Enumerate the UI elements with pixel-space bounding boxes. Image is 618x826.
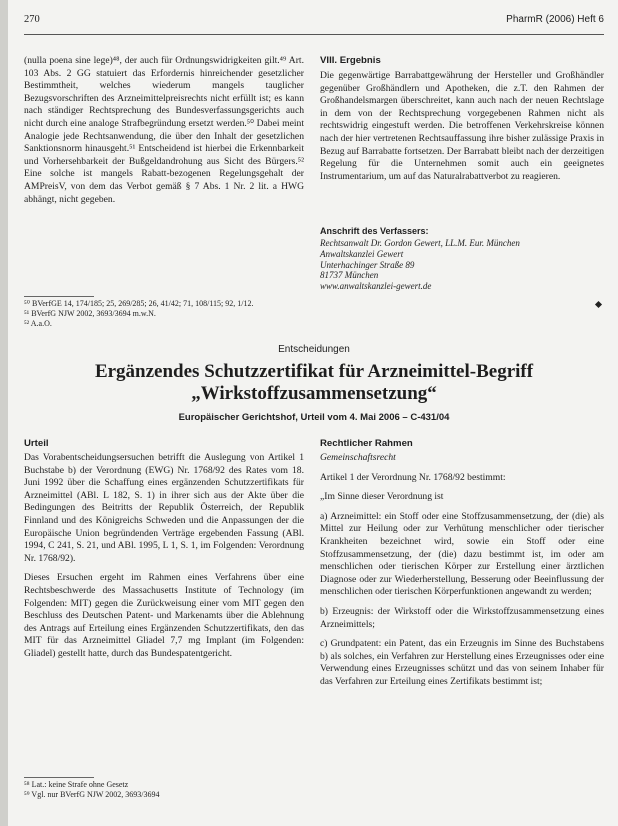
left-top-column xyxy=(24,55,304,213)
legal-paragraph-4: b) Erzeugnis: der Wirkstoff oder die Wirkstoffzusammensetzung eines Arzneimittels; xyxy=(320,605,604,630)
author-address-heading: Anschrift des Verfassers: xyxy=(320,226,429,236)
right-top-column xyxy=(320,70,604,190)
page-number: 270 xyxy=(24,14,40,25)
address-line: Anwaltskanzlei Gewert xyxy=(320,248,404,259)
legal-paragraph-5: c) Grundpatent: ein Patent, das ein Erzeugnis im Sinne des Buchstabens b) als solches, ein Verfahren zur Herstellung eines Erzeugnisses oder eine Verwendung eines Erzeugnisses schützt und das von seinem Inhaber für das Verfahren zur Erteilung eines Zertifikats bestimmt ist; xyxy=(320,638,604,687)
address-line: Unterhachinger Straße 89 xyxy=(320,259,415,270)
footnote-58: ⁵⁸ Lat.: keine Strafe ohne Gesetz xyxy=(24,780,129,789)
conclusion-heading: VIII. Ergebnis xyxy=(320,55,381,66)
page-header xyxy=(24,14,604,30)
judgment-paragraph-1: Das Vorabentscheidungsersuchen betrifft die Auslegung von Artikel 1 Buchstabe b) der Verordnung (EWG) Nr. 1768/92 des Rates vom 18. Juni 1992 über die Schaffung eines ergänzenden Schutzzertifikats für Arzneimittel (ABl. L 182, S. 1) in ihrer sich aus der Akte über die Bedingungen des Beitritts der Republik Österreich, der Republik Finnland und des Königreichs Schweden und die Anpassungen der die Europäische Union begründenden Verträge ergebenden Fassung (ABl. 1994, C 241, S. 21, und ABl. 1995, L 1, S. 1, im Folgenden: Verordnung Nr. 1768/92). xyxy=(24,452,304,564)
footnote-52: ⁵² A.a.O. xyxy=(24,319,52,328)
journal-issue: PharmR (2006) Heft 6 xyxy=(506,14,604,25)
footnote-59: ⁵⁹ Vgl. nur BVerfG NJW 2002, 3693/3694 xyxy=(24,790,160,799)
decision-title-line-1: Ergänzendes Schutzzertifikat für Arzneimittel-Begriff xyxy=(94,361,534,382)
footnote-rule xyxy=(24,296,94,297)
footnote-rule xyxy=(24,777,94,778)
legal-paragraph-3: a) Arzneimittel: ein Stoff oder eine Stoffzusammensetzung, der (die) als Mittel zur Heilung oder zur Verhütung menschlicher oder tierischer Krankheiten bezeichnet wird, sowie ein Stoff oder eine Stoffzusammensetzung, der (die) dazu bestimmt ist, im oder am menschlichen oder tierischen Körper zur Erstellung einer ärztlichen Diagnose oder zur Wiederherstellung, Besserung oder Beeinflussung der menschlichen oder tierischen Körperfunktionen angewandt zu werden; xyxy=(320,510,604,598)
scan-edge xyxy=(0,0,8,826)
conclusion-paragraph: Die gegenwärtige Barrabattgewährung der Hersteller und Großhändler gegenüber Großhändlern und Apotheken, die z.T. den Rahmen der Großhandelsmargen überschreitet, kann auch nach der neuen Rechtslage in dem von der Rechtsprechung vorgegebenen Rahmen nicht als rechtswidrig eingestuft werden. Die betroffenen Verkehrskreise können nach der hier vertretenen Rechtsauffassung ihre bisher zulässige Praxis in Bezug auf Barrabatte fortsetzen. Der Barrabatt bleibt nach der derzeitigen Regelung für die Unternehmen somit auch ein geeignetes Instrumentarium, um auf das Naturalrabattverbot zu reagieren. xyxy=(320,70,604,182)
footnotes-bottom xyxy=(24,780,304,800)
footnote-51: ⁵¹ BVerfG NJW 2002, 3693/3694 m.w.N. xyxy=(24,309,156,318)
judgment-paragraph-2: Dieses Ersuchen ergeht im Rahmen eines Verfahrens über eine Rechtsbeschwerde des Massachusetts Institute of Technology (im Folgenden: MIT) gegen die Zurückweisung einer vom MIT gegen den Beschluss des Deutschen Patent- und Markenamts über die Ablehnung des Antrags auf Erteilung eines Ergänzenden Schutzzertifikats, den das MIT für das Arzneimittel Gliadel 7,7 mg Implant (im Folgenden: Gliadel) gestellt hatte, durch das Bundespatentgericht. xyxy=(24,572,304,659)
article-end-mark xyxy=(595,301,602,308)
footnote-50: ⁵⁰ BVerfGE 14, 174/185; 25, 269/285; 26, 41/42; 71, 108/115; 92, 1/12. xyxy=(24,299,254,308)
right-bottom-column xyxy=(320,452,604,696)
community-law-subheading: Gemeinschaftsrecht xyxy=(320,452,396,463)
header-rule xyxy=(24,34,604,35)
left-bottom-column xyxy=(24,452,304,668)
decision-title-line-2: „Wirkstoffzusammensetzung“ xyxy=(191,383,437,404)
author-address xyxy=(320,238,520,292)
section-label: Entscheidungen xyxy=(278,344,350,355)
address-line: 81737 München xyxy=(320,270,379,281)
court-subtitle: Europäischer Gerichtshof, Urteil vom 4. Mai 2006 – C-431/04 xyxy=(178,412,450,423)
legal-paragraph-2: „Im Sinne dieser Verordnung ist xyxy=(320,491,444,503)
legal-framework-heading: Rechtlicher Rahmen xyxy=(320,438,413,449)
legal-paragraph-1: Artikel 1 der Verordnung Nr. 1768/92 bestimmt: xyxy=(320,471,506,483)
left-top-paragraph: (nulla poena sine lege)⁴⁸, der auch für Ordnungswidrigkeiten gilt.⁴⁹ Art. 103 Abs. 2 GG statuiert das Erfordernis hinreichender gesetzlicher Bestimmtheit, welches wiederum mangels tauglicher Bezugsvorschriften des Arzneimittelpreisrechts nicht erfüllt ist; es kann nach ständiger Rechtsprechung des Bundesverfassungsgerichts auch nicht durch eine analoge Strafbegründung ersetzt werden.⁵⁰ Dabei meint Analogie jede Rechtsanwendung, die über den Inhalt der gesetzlichen Sanktionsnorm hinausgeht.⁵¹ Entscheidend ist hierbei die Erkennbarkeit und Vorhersehbarkeit der Bußgeldandrohung aus Sicht des Bürgers.⁵² Eine solche ist mangels Rabatt-bezogenen Regelungsgehalt der AMPreisV, von dem das Verbot gemäß § 7 Abs. 1 Nr. 2 lit. a HWG abhängt, nicht gegeben. xyxy=(24,55,304,205)
address-line: Rechtsanwalt Dr. Gordon Gewert, LL.M. Eur. München xyxy=(320,238,520,248)
footnotes-top xyxy=(24,299,304,329)
judgment-heading: Urteil xyxy=(24,438,49,449)
address-website: www.anwaltskanzlei-gewert.de xyxy=(320,281,432,292)
